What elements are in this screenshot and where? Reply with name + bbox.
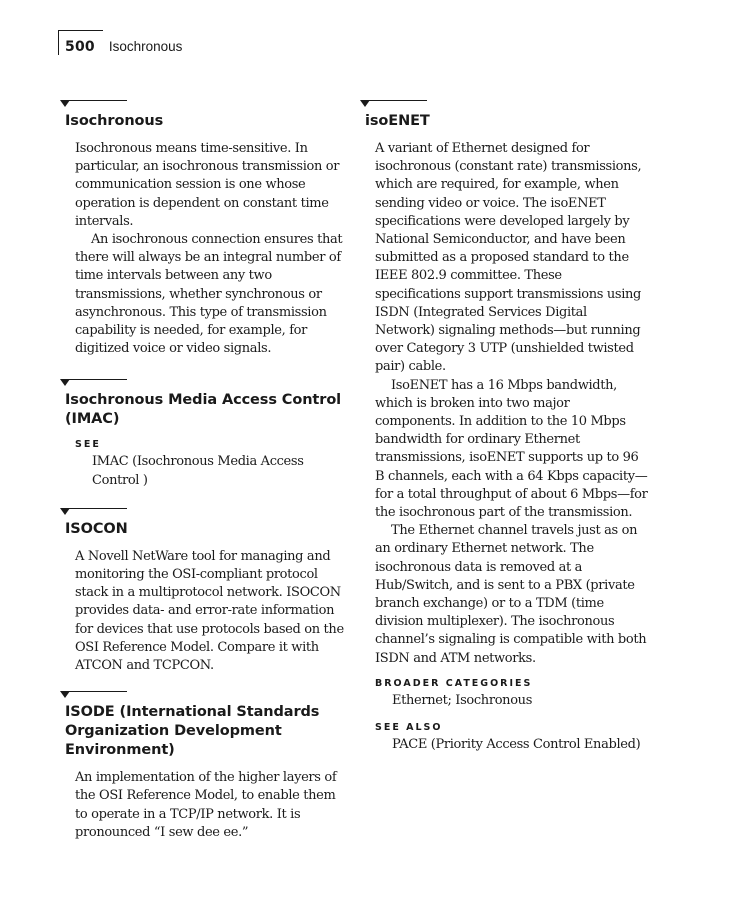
triangle-marker-icon: [60, 100, 70, 107]
see-label: SEE: [75, 439, 101, 451]
entry-term: ISOCON: [65, 520, 128, 537]
broader-categories-text: Ethernet; Isochronous: [392, 692, 533, 708]
entry-isochronous: [58, 100, 348, 358]
entry-definition: [75, 548, 348, 675]
entry-term: ISODE (International Standards Organization Development Environment): [65, 704, 320, 759]
triangle-marker-icon: [60, 691, 70, 698]
entry-definition: [75, 140, 348, 358]
triangle-marker-icon: [360, 100, 370, 107]
right-column: [358, 100, 648, 754]
entry-imac: [58, 379, 348, 489]
page-number: 500: [65, 39, 95, 55]
running-title: Isochronous: [108, 39, 183, 54]
definition-paragraph: An isochronous connection ensures that there will always be an integral number of time intervals between any two transmissions, whether synchronous or asynchronous. This type of transmission capability is needed, for example, for digitized voice or video signals.: [75, 232, 343, 357]
entry-marker: [60, 508, 348, 517]
entry-definition: [375, 140, 648, 668]
definition-paragraph: An implementation of the higher layers of the OSI Reference Model, to enable them to operate in a TCP/IP network. It is pronounced “I sew dee ee.”: [75, 770, 337, 840]
left-column: [58, 100, 348, 842]
entry-term: Isochronous Media Access Control (IMAC): [65, 392, 342, 428]
entry-marker: [60, 691, 348, 700]
entry-marker: [60, 379, 348, 388]
entry-marker: [60, 100, 348, 109]
triangle-marker-icon: [60, 508, 70, 515]
entry-term: Isochronous: [65, 113, 164, 129]
definition-paragraph: Isochronous means time-sensitive. In particular, an isochronous transmission or communication session is one whose operation is dependent on constant time intervals.: [75, 141, 340, 229]
entry-definition: [75, 769, 348, 842]
definition-paragraph: A variant of Ethernet designed for isochronous (constant rate) transmissions, which are required, for example, when sending video or voice. The isoENET specifications were developed largely by National Semiconductor, and have been submitted as a proposed standard to the IEEE 802.9 committee. These specifications support transmissions using ISDN (Integrated Services Digital Network) signaling methods—but running over Category 3 UTP (unshielded twisted pair) cable.: [375, 141, 642, 375]
see-reference: IMAC (Isochronous Media Access Control ): [92, 454, 304, 488]
entry-term: isoENET: [365, 113, 430, 129]
triangle-marker-icon: [60, 379, 70, 386]
entry-isoenet: [358, 100, 648, 754]
definition-paragraph: The Ethernet channel travels just as on an ordinary Ethernet network. The isochronous data is removed at a Hub/Switch, and is sent to a PBX (private branch exchange) or to a TDM (time division multiplexer). The isochronous channel’s signaling is compatible with both ISDN and ATM networks.: [375, 523, 647, 666]
entry-marker: [360, 100, 648, 109]
broader-categories-label: BROADER CATEGORIES: [375, 677, 533, 689]
see-also-text: PACE (Priority Access Control Enabled): [392, 737, 641, 753]
entry-isode: [58, 691, 348, 842]
see-also-label: SEE ALSO: [375, 722, 443, 734]
entry-isocon: [58, 508, 348, 675]
definition-paragraph: IsoENET has a 16 Mbps bandwidth, which is broken into two major components. In addition to the 10 Mbps bandwidth for ordinary Ethernet transmissions, isoENET supports up to 96 B channels, each with a 64 Kbps capacity—for a total throughput of about 6 Mbps—for the isochronous part of the transmission.: [375, 377, 648, 521]
running-header: [58, 30, 182, 54]
definition-paragraph: A Novell NetWare tool for managing and monitoring the OSI-compliant protocol stack in a multiprotocol network. ISOCON provides data- and error-rate information for devices that use protocols based on the OSI Reference Model. Compare it with ATCON and TCPCON.: [75, 548, 344, 674]
